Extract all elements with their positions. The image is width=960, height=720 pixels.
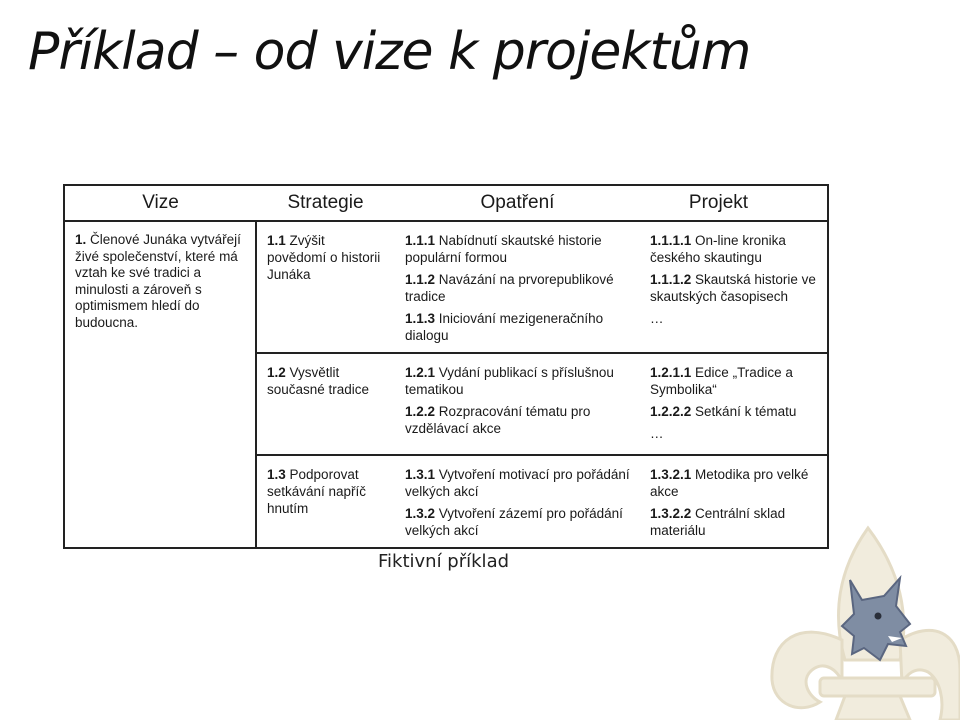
measures-cell [395,353,640,455]
measure-text: Vydání publikací s příslušnou tematikou [405,365,614,397]
measure-text: Navázání na prvorepublikové tradice [405,272,614,304]
project-text: Metodika pro velké akce [650,467,809,499]
measure-number: 1.1.3 [405,311,436,326]
measure-item [405,310,632,344]
project-item [650,403,819,420]
fictional-example-caption: Fiktivní příklad [378,551,510,572]
measure-text: Vytvoření zázemí pro pořádání velkých akcí [405,506,623,538]
project-text: … [650,311,664,326]
project-item [650,271,819,305]
measure-number: 1.2.1 [405,365,436,380]
project-item [650,232,819,266]
project-number: 1.2.2.2 [650,404,692,419]
vision-text: Členové Junáka vytvářejí živé společenství, které má vztah ke své tradici a minulosti a zároveň s optimismem hledí do budoucna. [75,232,241,330]
measure-item [405,505,632,539]
table-row [64,221,828,353]
project-number: 1.1.1.2 [650,272,692,287]
header-projekt: Projekt [640,185,828,221]
project-number: 1.3.2.2 [650,506,692,521]
measure-item [405,271,632,305]
project-number: 1.2.1.1 [650,365,692,380]
measures-cell [395,455,640,548]
measure-item [405,232,632,266]
header-strategie: Strategie [256,185,395,221]
measure-number: 1.2.2 [405,404,436,419]
vision-plan-table [63,184,829,549]
measure-number: 1.1.1 [405,233,436,248]
strategy-cell [256,221,395,353]
strategy-cell [256,455,395,548]
measure-text: Iniciování mezigeneračního dialogu [405,311,604,343]
measure-item [405,364,632,398]
project-text: Setkání k tématu [691,404,797,419]
strategy-number: 1.3 [267,467,286,482]
projects-cell [640,353,828,455]
project-text: Edice „Tradice a Symbolika“ [650,365,793,397]
measures-cell [395,221,640,353]
project-text: … [650,426,664,441]
strategy-text: Podporovat setkávání napříč hnutím [267,467,367,516]
slide-title: Příklad – od vize k projektům [28,22,751,82]
measure-text: Vytvoření motivací pro pořádání velkých akcí [405,467,630,499]
table-header-row [64,185,828,221]
scout-lily-wolf-emblem-icon [750,520,960,720]
measure-text: Rozpracování tématu pro vzdělávací akce [405,404,591,436]
strategy-number: 1.2 [267,365,286,380]
measure-text: Nabídnutí skautské historie populární formou [405,233,602,265]
measure-number: 1.1.2 [405,272,436,287]
project-item [650,425,819,442]
measure-number: 1.3.1 [405,467,436,482]
vision-cell [64,221,256,548]
project-item [650,466,819,500]
strategy-cell [256,353,395,455]
strategy-number: 1.1 [267,233,286,248]
header-opatreni: Opatření [395,185,640,221]
project-item [650,364,819,398]
project-text: On-line kronika českého skautingu [650,233,786,265]
measure-item [405,466,632,500]
vision-number: 1. [75,232,87,247]
header-vize: Vize [64,185,256,221]
project-number: 1.3.2.1 [650,467,692,482]
project-text: Skautská historie ve skautských časopisech [650,272,816,304]
projects-cell [640,221,828,353]
project-text: Centrální sklad materiálu [650,506,786,538]
strategy-text: Zvýšit povědomí o historii Junáka [267,233,381,282]
measure-number: 1.3.2 [405,506,436,521]
project-item [650,310,819,327]
measure-item [405,403,632,437]
project-number: 1.1.1.1 [650,233,692,248]
strategy-text: Vysvětlit současné tradice [267,365,370,397]
